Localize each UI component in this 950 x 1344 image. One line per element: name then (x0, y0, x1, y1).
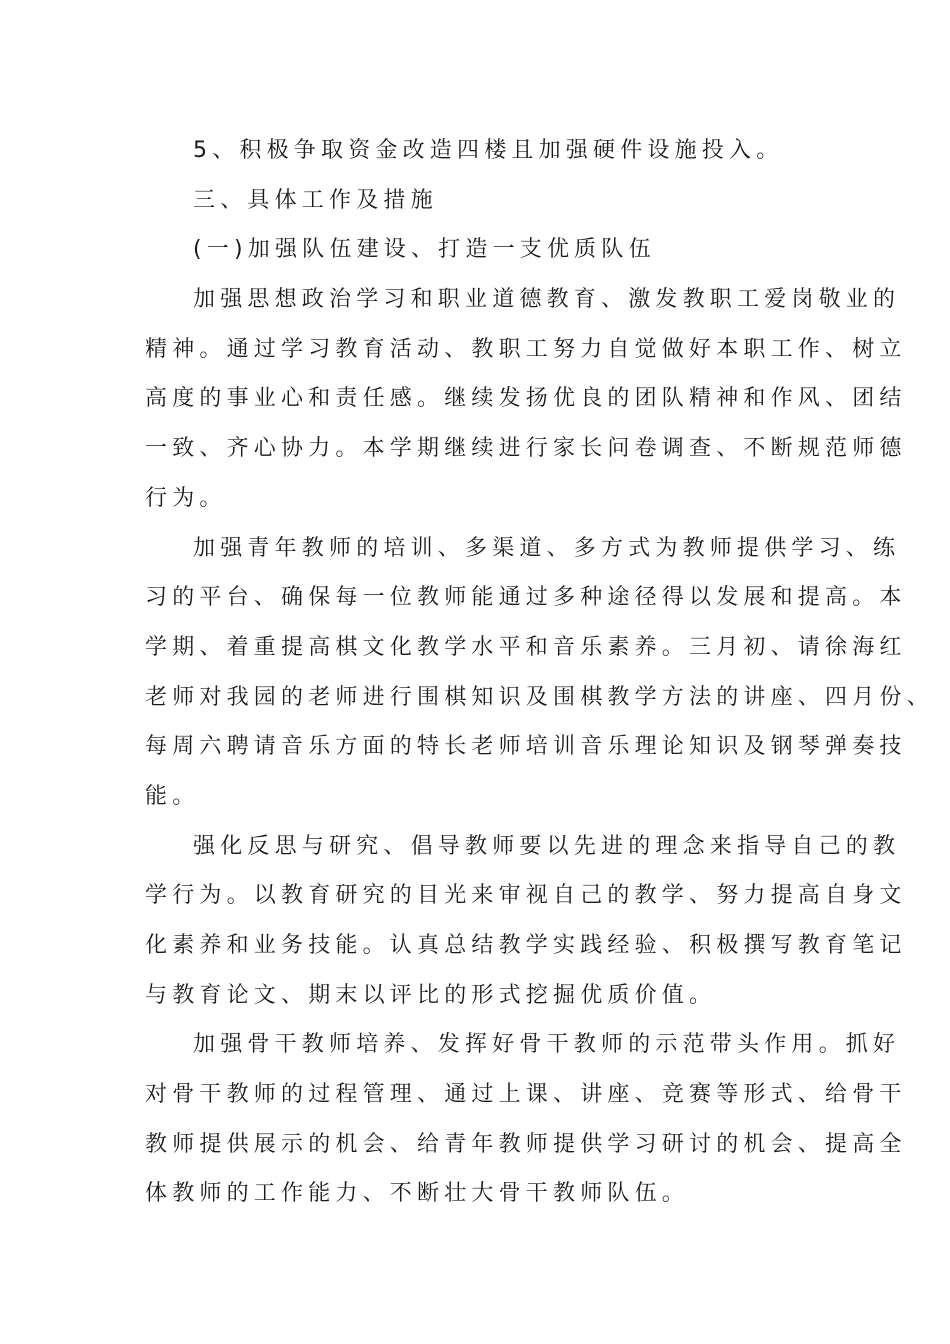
text-line: 加强骨干教师培养、发挥好骨干教师的示范带头作用。抓好 (193, 1032, 901, 1058)
text-line: 加强思想政治学习和职业道德教育、激发教职工爱岗敬业的 (193, 287, 901, 313)
text-line: 教师提供展示的机会、给青年教师提供学习研讨的机会、提高全 (145, 1131, 907, 1157)
text-line: 一致、齐心协力。本学期继续进行家长问卷调查、不断规范师德 (145, 436, 907, 462)
text-line: 学行为。以教育研究的目光来审视自己的教学、努力提高自身文 (145, 883, 907, 909)
text-line: 老师对我园的老师进行围棋知识及围棋教学方法的讲座、四月份、 (145, 684, 934, 710)
text-line: 化素养和业务技能。认真总结教学实践经验、积极撰写教育笔记 (145, 933, 907, 958)
text-line: 高度的事业心和责任感。继续发扬优良的团队精神和作风、团结 (145, 386, 907, 412)
text-line: 习的平台、确保每一位教师能通过多种途径得以发展和提高。本 (145, 585, 907, 611)
text-line: 加强青年教师的培训、多渠道、多方式为教师提供学习、练 (193, 535, 901, 561)
text-line: 与教育论文、期末以评比的形式挖掘优质价值。 (145, 982, 717, 1008)
text-line: 每周六聘请音乐方面的特长老师培训音乐理论知识及钢琴弹奏技 (145, 734, 907, 760)
text-line: 强化反思与研究、倡导教师要以先进的理念来指导自己的教 (193, 833, 901, 859)
document-body (145, 126, 934, 1219)
text-line: 三、具体工作及措施 (193, 187, 438, 213)
text-line: 体教师的工作能力、不断壮大骨干教师队伍。 (145, 1181, 690, 1207)
text-line: 精神。通过学习教育活动、教职工努力自觉做好本职工作、树立 (145, 336, 907, 362)
text-line: 学期、着重提高棋文化教学水平和音乐素养。三月初、请徐海红 (145, 634, 907, 660)
text-line: (一)加强队伍建设、打造一支优质队伍 (193, 237, 656, 263)
text-line: 5、积极争取资金改造四楼且加强硬件设施投入。 (193, 138, 784, 163)
text-line: 能。 (145, 783, 200, 809)
text-line: 行为。 (145, 485, 227, 511)
text-line: 对骨干教师的过程管理、通过上课、讲座、竞赛等形式、给骨干 (145, 1082, 907, 1108)
